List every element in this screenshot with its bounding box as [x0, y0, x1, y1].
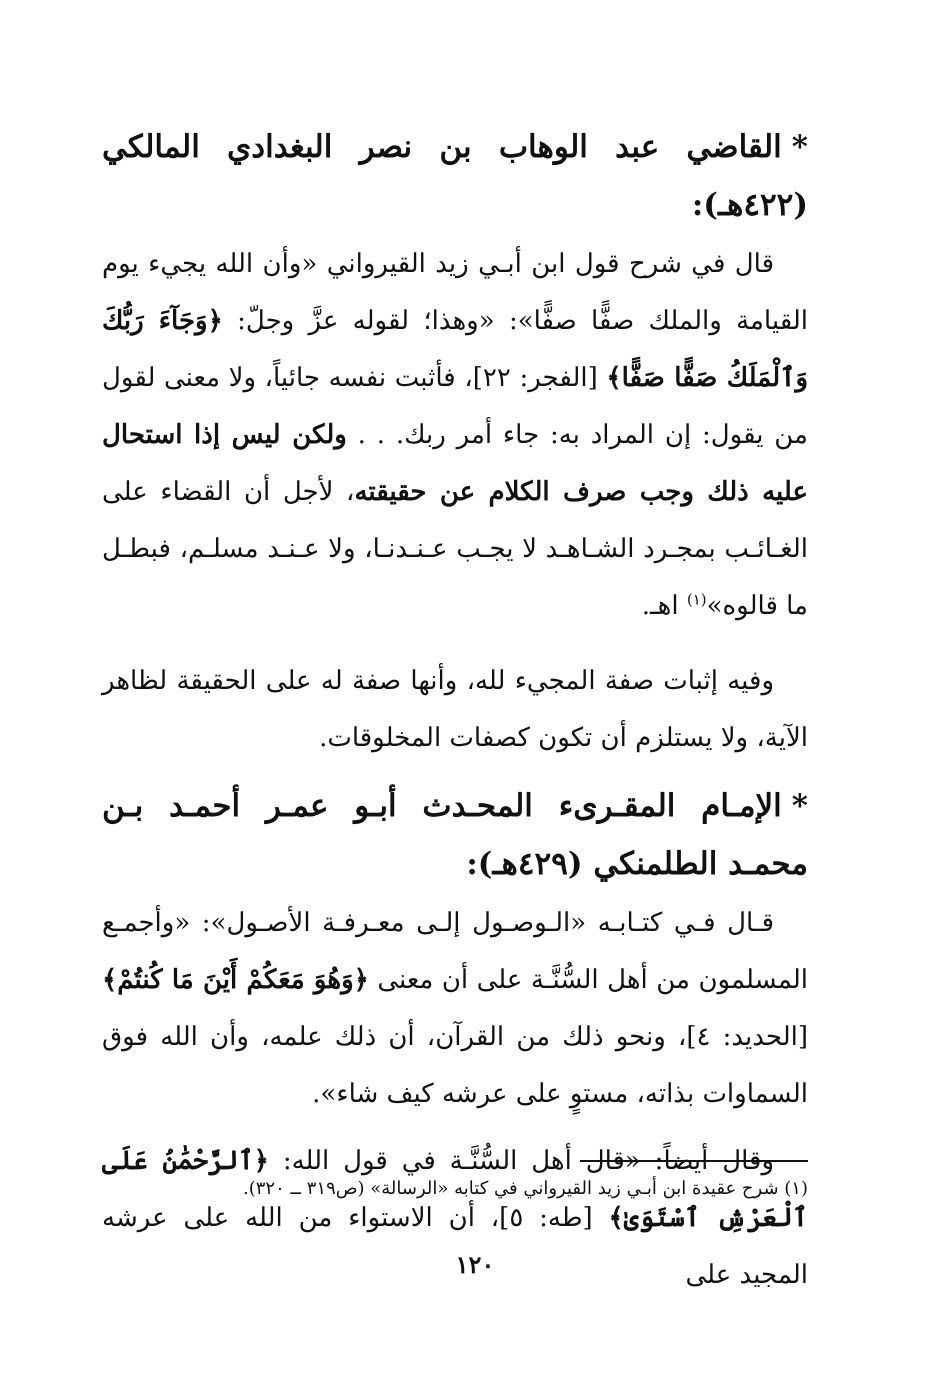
text-span: ، لأجل أن القضاء على الغـائـب بمجـرد الشـاهـد لا يجـب عـنـدنـا، ولا عـنـد مسلـم، فبطـل ما قالوه» — [102, 477, 808, 621]
text-span: قال في شرح قول ابن أبـي زيد القيرواني «وأن الله يجيء يوم القيامة والملك صفًّا صفًّا»: «وهذا؛ لقوله عزَّ وجلّ: — [102, 249, 809, 336]
quran-verse: ﴿ٱلرَّحْمَٰنُ عَلَى ٱلْعَرْشِ ٱسْتَوَىٰ﴾ — [102, 1146, 808, 1233]
quran-verse: ﴿وَهُوَ مَعَكُمْ أَيْنَ مَا كُنتُمْ﴾ — [102, 965, 369, 995]
paragraph-quote-qadi — [102, 236, 808, 635]
text-span: قـال فـي كتـابـه «الـوصـول إلـى معـرفـة الأصـول»: «وأجمـع المسلمون من أهل السُّنَّـة على أن معنى — [102, 908, 808, 995]
footnote-marker[interactable]: (١) — [686, 590, 707, 609]
bold-emphasis: ولكن ليس إذا استحال عليه ذلك وجب صرف الكلام عن حقيقته — [102, 420, 808, 507]
heading-text: الإمـام المقـرىء المحـدث أبـو عمـر أحمـد بـن محمـد الطلمنكي (٤٢٩هـ): — [102, 788, 808, 882]
paragraph-commentary — [102, 653, 808, 767]
quran-verse: ﴿وَجَآءَ رَبُّكَ وَٱلْمَلَكُ صَفًّا صَفًّا﴾ — [102, 306, 809, 393]
heading-text: القاضي عبد الوهاب بن نصر البغدادي المالكي (٤٢٢هـ): — [102, 129, 808, 223]
star-bullet-icon: * — [791, 788, 808, 824]
footnote-divider — [580, 1160, 808, 1162]
text-span: [طه: ٥]، أن الاستواء من الله على عرشه المجيد على — [102, 1203, 808, 1290]
footnote: (١) شرح عقيدة ابن أبـي زيد القيرواني في كتابه «الرسالة» (ص٣١٩ ــ ٣٢٠). — [242, 1178, 808, 1199]
page-number: ١٢٠ — [455, 1250, 495, 1279]
text-span: وفيه إثبات صفة المجيء لله، وأنها صفة له على الحقيقة لظاهر الآية، ولا يستلزم أن تكون كصفات المخلوقات. — [102, 666, 808, 753]
star-bullet-icon: * — [791, 129, 808, 165]
text-span: وقال أيضاً: «قال أهل السُّنَّـة في قول الله: — [268, 1146, 775, 1176]
section-heading-qadi-abd-al-wahhab — [102, 118, 808, 234]
text-span: [الفجر: ٢٢]، فأثبت نفسه جائياً، ولا معنى لقول من يقول: إن المراد به: جاء أمر ربك. . . — [102, 363, 808, 450]
text-span: اهـ. — [641, 591, 687, 621]
paragraph-quote-talamanki-1 — [102, 895, 808, 1123]
section-heading-talamanki — [102, 777, 808, 893]
text-span: [الحديد: ٤]، ونحو ذلك من القرآن، أن ذلك علمه، وأن الله فوق السماوات بذاته، مستوٍ على عرشه كيف شاء». — [102, 1022, 808, 1109]
